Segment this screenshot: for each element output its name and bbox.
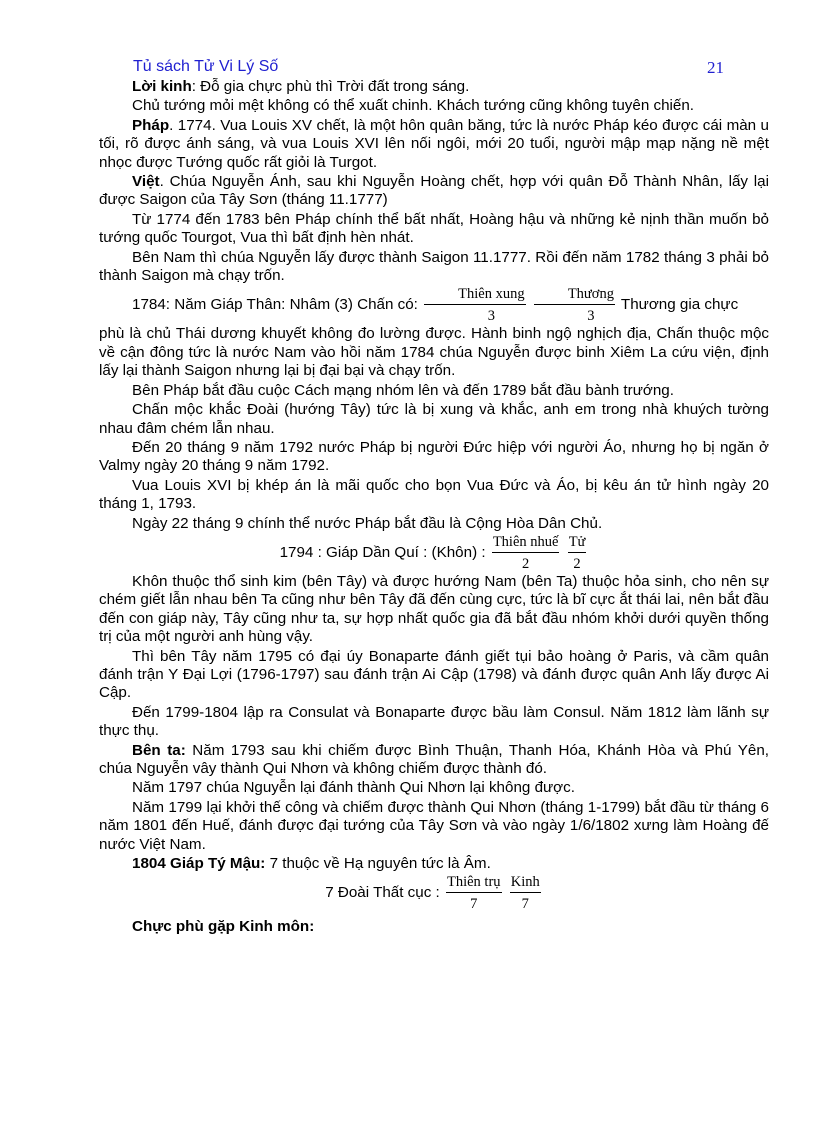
paragraph: Năm 1797 chúa Nguyễn lại đánh thành Qui Nhơn lại không được. — [132, 779, 575, 797]
fraction — [510, 874, 541, 912]
label-ben-ta: Bên ta: — [132, 741, 186, 759]
paragraph: Chủ tướng mỏi mệt không có thể xuất chinh. Khách tướng cũng không tuyên chiến. — [132, 97, 695, 115]
formula-line-1804 — [99, 874, 769, 912]
paragraph-text: . 1774. Vua Louis XV chết, là một hôn quân băng, tức là nước Pháp kéo được cái màn u tối, rõ được ánh sáng, và vua Louis XVI lên nối ngôi, mới 20 tuổi, người mập mạp nặng nề mệt nhọc được Tướng quốc rất giỏi là Turgot. — [99, 116, 769, 171]
fraction-denominator: 3 — [587, 308, 595, 325]
paragraph: Khôn thuộc thổ sinh kim (bên Tây) và được hướng Nam (bên Ta) thuộc hỏa sinh, cho nên sự chém giết lẫn nhau bên Ta cũng như bên Tây đã đến cùng cực, tức là bĩ cực ắt thái lai, nên bắt đầu đến con giáp này, Tây cũng như ta, sự hợp nhất quốc gia đã bắt đầu nhóm khởi dưới quyền thống trị của một người anh hùng vậy. — [99, 572, 769, 646]
paragraph: Đến 20 tháng 9 năm 1792 nước Pháp bị người Đức hiệp với người Áo, nhưng họ bị ngăn ở Valmy ngày 20 tháng 9 năm 1792. — [99, 438, 769, 475]
formula-line-1784 — [99, 286, 769, 324]
paragraph-text: Năm 1793 sau khi chiếm được Bình Thuận, Thanh Hóa, Khánh Hòa và Phú Yên, chúa Nguyễn vây thành Qui Nhơn và không chiếm được thành đó. — [99, 741, 769, 777]
page-header — [133, 58, 724, 80]
label-loi-kinh: Lời kinh — [132, 78, 192, 95]
paragraph: Đến 1799-1804 lập ra Consulat và Bonaparte được bầu làm Consul. Năm 1812 làm lãnh sự thực thụ. — [99, 703, 769, 740]
formula-suffix: Thương gia chực — [620, 296, 739, 314]
fraction-numerator: Thương — [534, 286, 615, 305]
fraction-numerator: Kinh — [510, 874, 541, 893]
fraction — [424, 286, 525, 324]
paragraph: Bên Nam thì chúa Nguyễn lấy được thành Saigon 11.1777. Rồi đến năm 1782 tháng 3 phải bỏ thành Saigon mà chạy trốn. — [99, 248, 769, 285]
paragraph: phù là chủ Thái dương khuyết không đo lường được. Hành binh ngộ nghịch địa, Chấn thuộc mộc về cận đông tức là nước Nam vào hồi năm 1784 chúa Nguyễn được binh Xiêm La cứu viện, định lấy lại thành Saigon nhưng lại bị đại bại và chạy trốn. — [99, 325, 769, 380]
fraction-numerator: Thiên xung — [424, 286, 525, 305]
fraction-denominator: 2 — [522, 555, 530, 572]
paragraph — [99, 918, 769, 936]
paragraph — [99, 742, 769, 779]
fraction-denominator: 7 — [521, 896, 529, 913]
formula-prefix: 1784: Năm Giáp Thân: Nhâm (3) Chấn có: — [132, 296, 418, 314]
fraction — [492, 534, 560, 572]
book-title: Tủ sách Tử Vi Lý Số — [133, 58, 279, 75]
label-phap: Pháp — [132, 116, 170, 134]
paragraph — [99, 117, 769, 172]
paragraph: Ngày 22 tháng 9 chính thể nước Pháp bắt đầu là Cộng Hòa Dân Chủ. — [132, 514, 603, 532]
paragraph: Bên Pháp bắt đầu cuộc Cách mạng nhóm lên và đến 1789 bắt đầu bành trướng. — [132, 381, 674, 399]
fraction-denominator: 3 — [487, 308, 495, 325]
fraction-numerator: Thiên trụ — [446, 874, 502, 893]
paragraph: Năm 1799 lại khởi thế công và chiếm được thành Qui Nhơn (tháng 1-1799) bắt đầu từ tháng 6 năm 1801 đến Huế, đánh được đại tướng của Tây Sơn và vào ngày 1/6/1802 xưng làm Hoàng đế nước Việt Nam. — [99, 798, 769, 853]
paragraph-text: 7 thuộc về Hạ nguyên tức là Âm. — [265, 855, 491, 873]
fraction-numerator: Tử — [568, 534, 587, 553]
formula-prefix: 1794 : Giáp Dần Quí : (Khôn) : — [279, 543, 486, 561]
formula-line-1794 — [99, 534, 769, 572]
paragraph: Thì bên Tây năm 1795 có đại úy Bonaparte đánh giết tụi bảo hoàng ở Paris, và cầm quân đánh trận Y Đại Lợi (1796-1797) sau đánh trận Ai Cập (1798) và đánh được quân Anh lấy được Ai Cập. — [99, 647, 769, 702]
paragraph: Vua Louis XVI bị khép án là mãi quốc cho bọn Vua Đức và Áo, bị kêu án tử hình ngày 20 tháng 1, 1793. — [99, 476, 769, 513]
fraction — [568, 534, 587, 572]
fraction-denominator: 2 — [573, 555, 581, 572]
page-number: 21 — [707, 58, 724, 77]
label-1804: 1804 Giáp Tý Mậu: — [132, 855, 266, 873]
paragraph-text: . Chúa Nguyễn Ánh, sau khi Nguyễn Hoàng chết, hợp với quân Đỗ Thành Nhân, lấy lại được Saigon của Tây Sơn (tháng 11.1777) — [99, 173, 769, 209]
fraction-numerator: Thiên nhuế — [492, 534, 560, 553]
formula-prefix: 7 Đoài Thất cục : — [325, 884, 440, 902]
document-body — [99, 78, 769, 938]
fraction-denominator: 7 — [470, 896, 478, 913]
paragraph: Từ 1774 đến 1783 bên Pháp chính thể bất nhất, Hoàng hậu và những kẻ nịnh thần muốn bỏ tướng quốc Tourgot, Vua thì bất định hèn nhát. — [99, 210, 769, 247]
paragraph-text: : Đỗ gia chực phù thì Trời đất trong sáng. — [191, 78, 470, 95]
paragraph — [99, 855, 769, 873]
paragraph — [99, 78, 769, 96]
fraction — [534, 286, 615, 324]
label-viet: Việt — [132, 173, 160, 191]
fraction — [446, 874, 502, 912]
paragraph: Chấn mộc khắc Đoài (hướng Tây) tức là bị xung và khắc, anh em trong nhà khuých tường nhau đâm chém lẫn nhau. — [99, 401, 769, 437]
paragraph — [99, 173, 769, 210]
label-chuc-phu: Chực phù gặp Kinh môn: — [132, 918, 315, 936]
